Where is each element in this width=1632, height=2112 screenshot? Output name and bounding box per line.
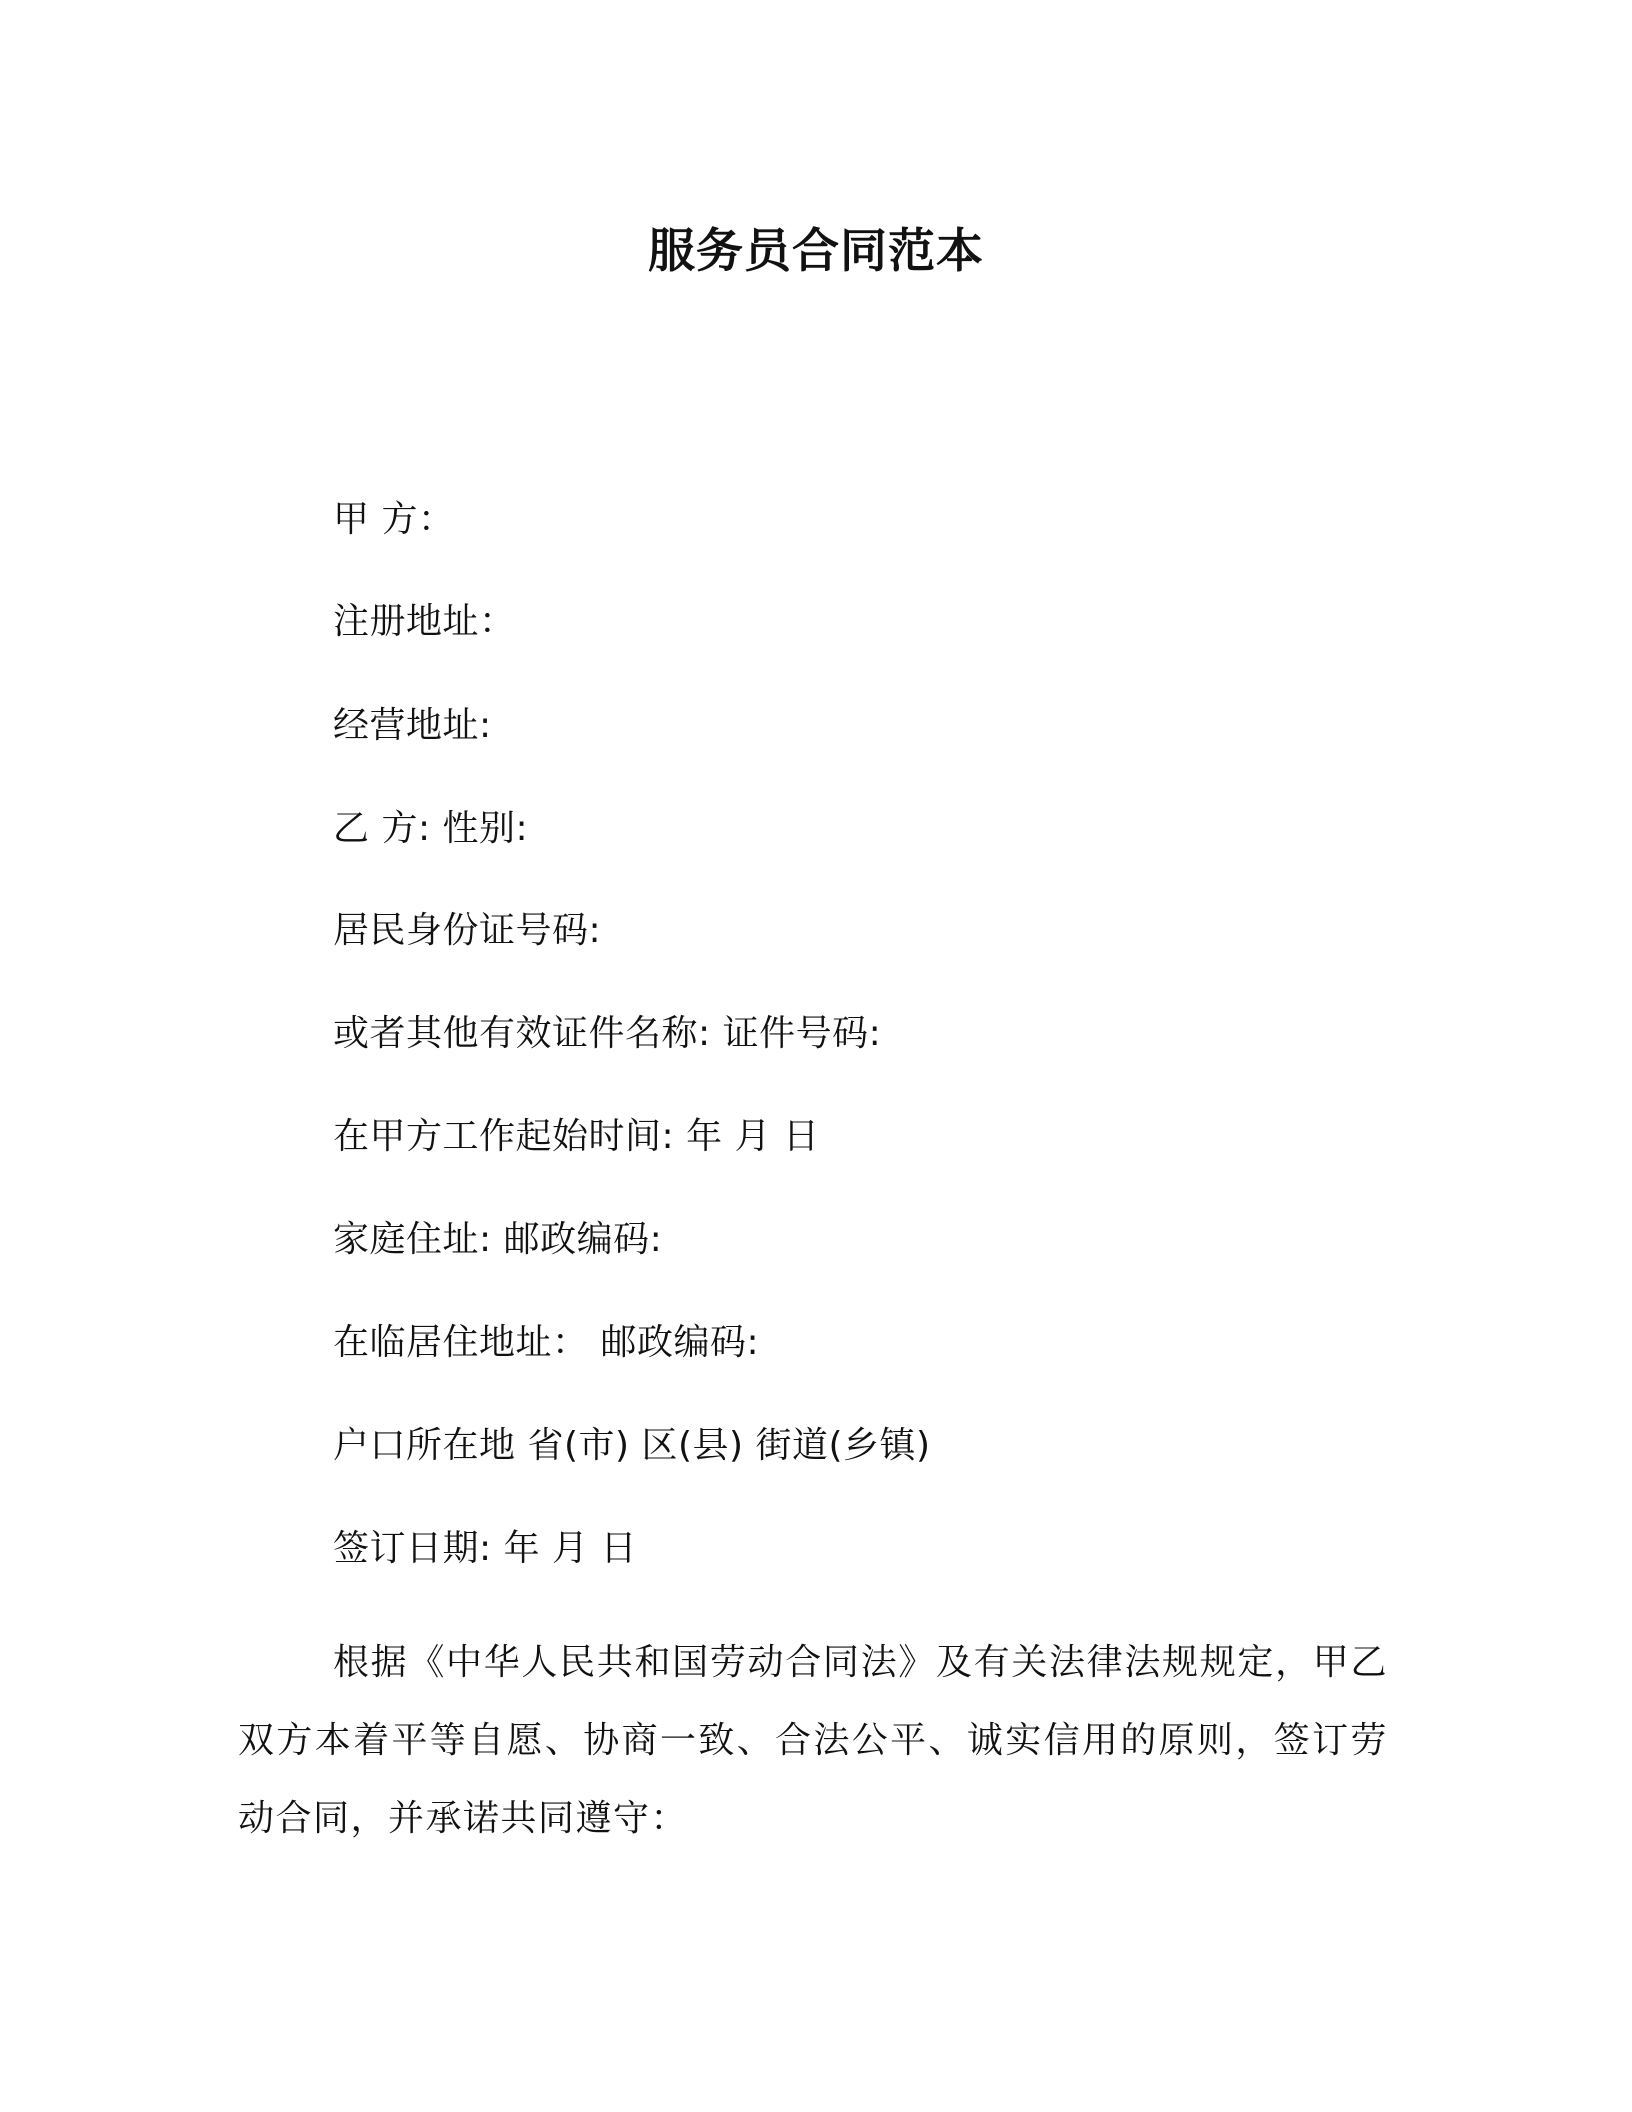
field-party-a: 甲 方：	[333, 499, 455, 540]
field-id-number: 居民身份证号码:	[333, 910, 602, 951]
field-home-address: 家庭住址: 邮政编码:	[333, 1219, 663, 1260]
field-other-id: 或者其他有效证件名称: 证件号码:	[333, 1013, 882, 1054]
field-party-b-gender: 乙 方: 性别:	[333, 808, 529, 849]
document-title: 服务员合同范本	[648, 224, 984, 279]
field-business-address: 经营地址:	[333, 705, 492, 746]
field-temporary-address: 在临居住地址： 邮政编码:	[333, 1322, 760, 1363]
field-start-date: 在甲方工作起始时间: 年 月 日	[333, 1116, 820, 1157]
field-household-registration: 户口所在地 省(市) 区(县) 街道(乡镇)	[333, 1425, 931, 1466]
preamble-paragraph: 根据《中华人民共和国劳动合同法》及有关法律法规规定，甲乙双方本着平等自愿、协商一致、合法公平、诚实信用的原则，签订劳动合同，并承诺共同遵守：	[238, 1642, 1388, 1839]
field-registered-address: 注册地址：	[333, 601, 516, 642]
field-signing-date: 签订日期: 年 月 日	[333, 1528, 637, 1569]
